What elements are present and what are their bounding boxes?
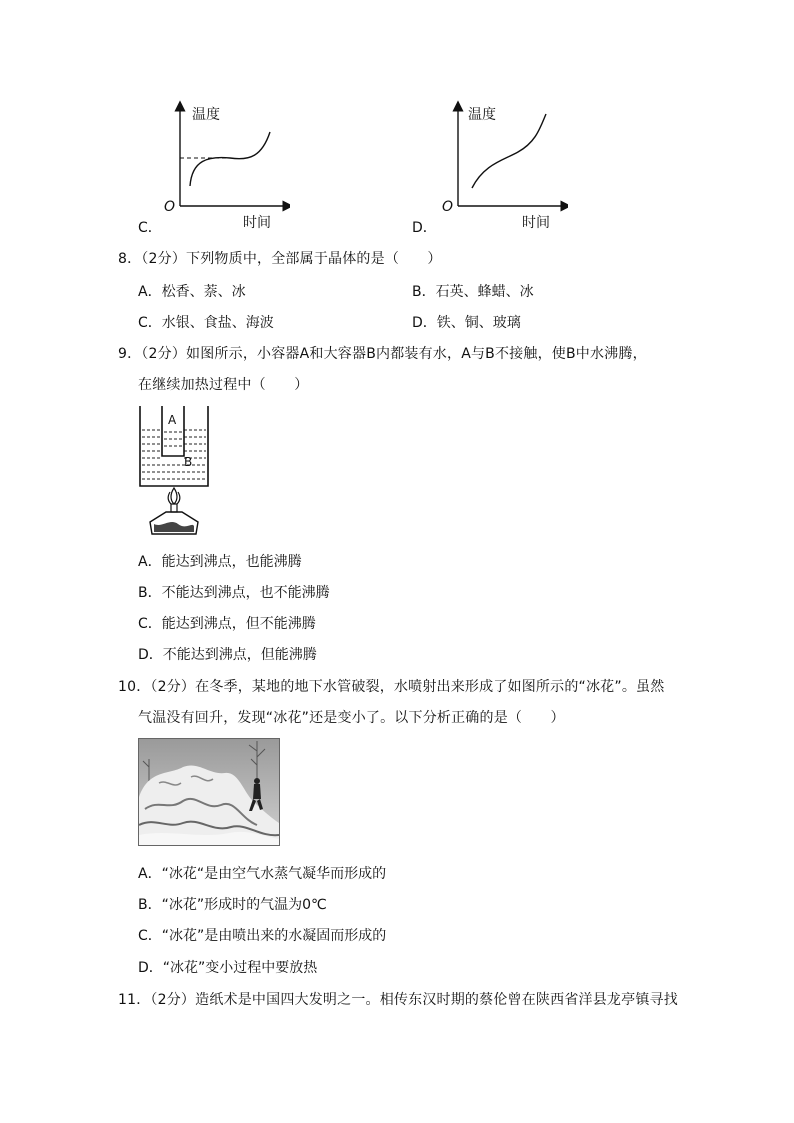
- graph-c-x-label: 时间: [243, 215, 271, 231]
- q9-figure-svg: [136, 404, 220, 540]
- q9-option-c: C．能达到沸点，但不能沸腾: [138, 616, 316, 632]
- q10-option-c: C．“冰花”是由喷出来的水凝固而形成的: [138, 928, 387, 944]
- q9-option-a: A．能达到沸点，也能沸腾: [138, 554, 302, 570]
- lamp-liquid: [154, 522, 194, 532]
- q8-option-b: B．石英、蜂蜡、冰: [412, 284, 534, 300]
- q9-stem-line1: 9．（2分）如图所示，小容器A和大容器B内都装有水，A与B不接触，使B中水沸腾，: [118, 346, 647, 362]
- q8-stem: 8．（2分）下列物质中，全部属于晶体的是（ ）: [118, 251, 442, 267]
- q8-option-c: C．水银、食盐、海波: [138, 315, 274, 331]
- burner-wick: [171, 504, 177, 512]
- graph-d-x-label: 时间: [522, 215, 550, 231]
- q11-stem-line1: 11．（2分）造纸术是中国四大发明之一。相传东汉时期的蔡伦曾在陕西省洋县龙亭镇寻找: [118, 992, 678, 1008]
- q9-stem-line2: 在继续加热过程中（ ）: [138, 377, 309, 393]
- graph-d-option-label: D．: [412, 220, 437, 236]
- graph-c-origin: O: [164, 199, 176, 215]
- label-a: A: [168, 413, 177, 427]
- q8-option-a: A．松香、萘、冰: [138, 284, 246, 300]
- graph-d-y-label: 温度: [468, 107, 496, 123]
- q10-stem-line1: 10．（2分）在冬季，某地的地下水管破裂，水喷射出来形成了如图所示的“冰花”。虽然: [118, 679, 665, 695]
- graph-c-option-label: C．: [138, 220, 162, 236]
- graph-d-curve: [472, 114, 546, 188]
- q8-option-d: D．铁、铜、玻璃: [412, 315, 521, 331]
- graph-c-curve: [190, 132, 270, 186]
- label-b: B: [184, 455, 193, 469]
- graph-d-origin: O: [442, 199, 454, 215]
- q9-option-b: B．不能达到沸点，也不能沸腾: [138, 585, 330, 601]
- flame-icon: [168, 488, 180, 504]
- ice-flower-photo: [138, 738, 280, 846]
- graph-c-y-label: 温度: [192, 107, 220, 123]
- q10-option-b: B．“冰花”形成时的气温为0℃: [138, 897, 327, 913]
- q9-figure: [136, 404, 220, 540]
- ice-flower-photo-svg: [139, 739, 279, 845]
- q10-option-d: D．“冰花”变小过程中要放热: [138, 960, 318, 976]
- q9-option-d: D．不能达到沸点，但能沸腾: [138, 647, 317, 663]
- q10-option-a: A．“冰花“是由空气水蒸气凝华而形成的: [138, 866, 387, 882]
- q10-stem-line2: 气温没有回升，发现“冰花”还是变小了。以下分析正确的是（ ）: [138, 710, 565, 726]
